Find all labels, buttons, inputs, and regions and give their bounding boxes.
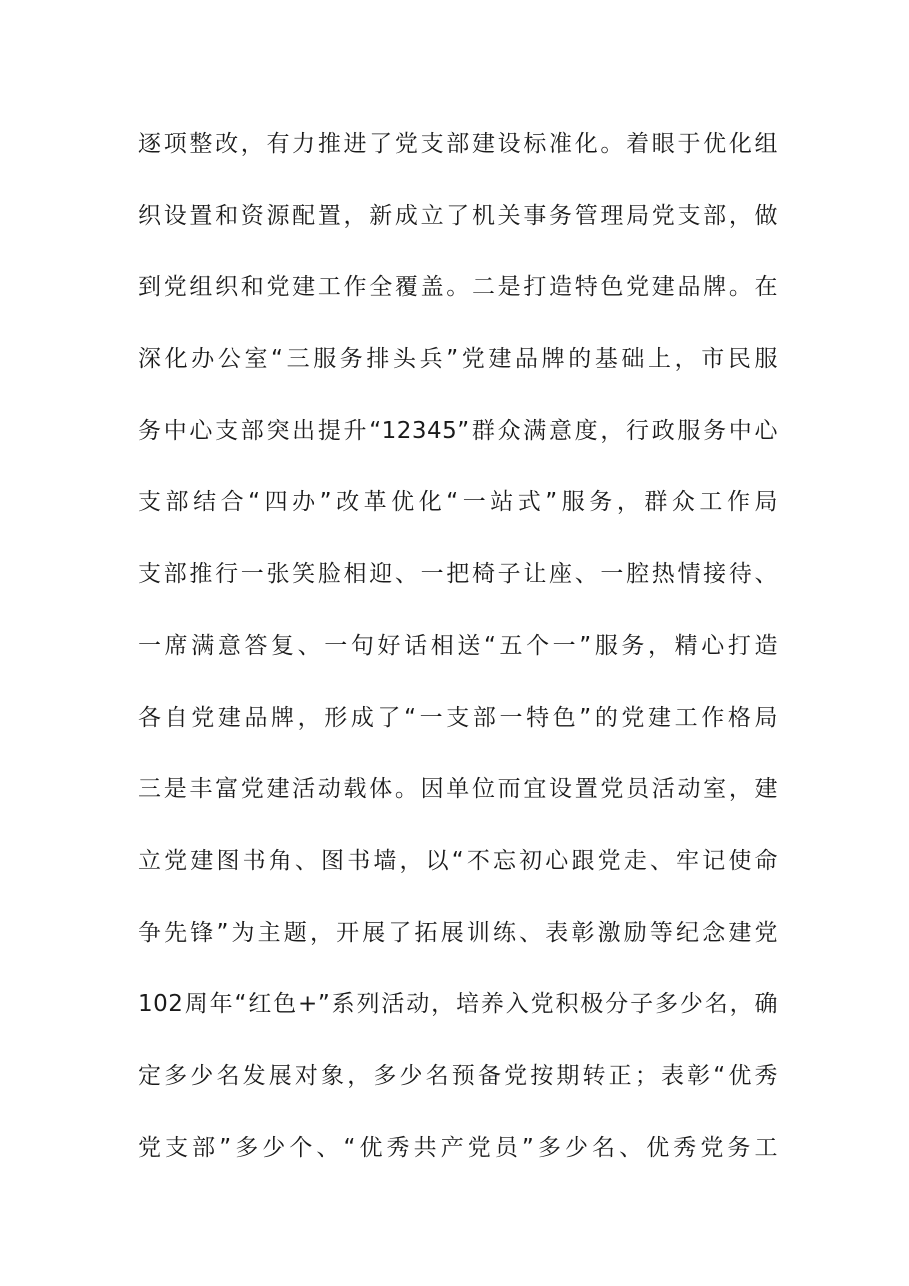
text-line: 102周年“红色+”系列活动，培养入党积极分子多少名，确	[138, 991, 778, 1018]
text-line: 争先锋”为主题，开展了拓展训练、表彰激励等纪念建党	[138, 919, 778, 946]
text-line: 支部结合“四办”改革优化“一站式”服务，群众工作局	[138, 489, 778, 516]
text-line: 支部推行一张笑脸相迎、一把椅子让座、一腔热情接待、	[138, 561, 778, 588]
text-line: 织设置和资源配置，新成立了机关事务管理局党支部，做	[138, 202, 778, 229]
text-line: 各自党建品牌，形成了“一支部一特色”的党建工作格局	[138, 704, 778, 731]
text-line: 党支部”多少个、“优秀共产党员”多少名、优秀党务工	[138, 1134, 778, 1161]
text-line: 一席满意答复、一句好话相送“五个一”服务，精心打造	[138, 632, 778, 659]
text-line: 到党组织和党建工作全覆盖。二是打造特色党建品牌。在	[138, 274, 778, 301]
text-line: 三是丰富党建活动载体。因单位而宜设置党员活动室，建	[138, 776, 778, 803]
text-line: 逐项整改，有力推进了党支部建设标准化。着眼于优化组	[138, 131, 778, 157]
body-paragraph	[138, 122, 778, 1197]
text-line: 立党建图书角、图书墙，以“不忘初心跟党走、牢记使命	[138, 847, 778, 874]
text-line: 务中心支部突出提升“12345”群众满意度，行政服务中心	[138, 417, 778, 444]
text-line: 定多少名发展对象，多少名预备党按期转正；表彰“优秀	[138, 1062, 778, 1089]
text-line: 深化办公室“三服务排头兵”党建品牌的基础上，市民服	[138, 346, 778, 373]
